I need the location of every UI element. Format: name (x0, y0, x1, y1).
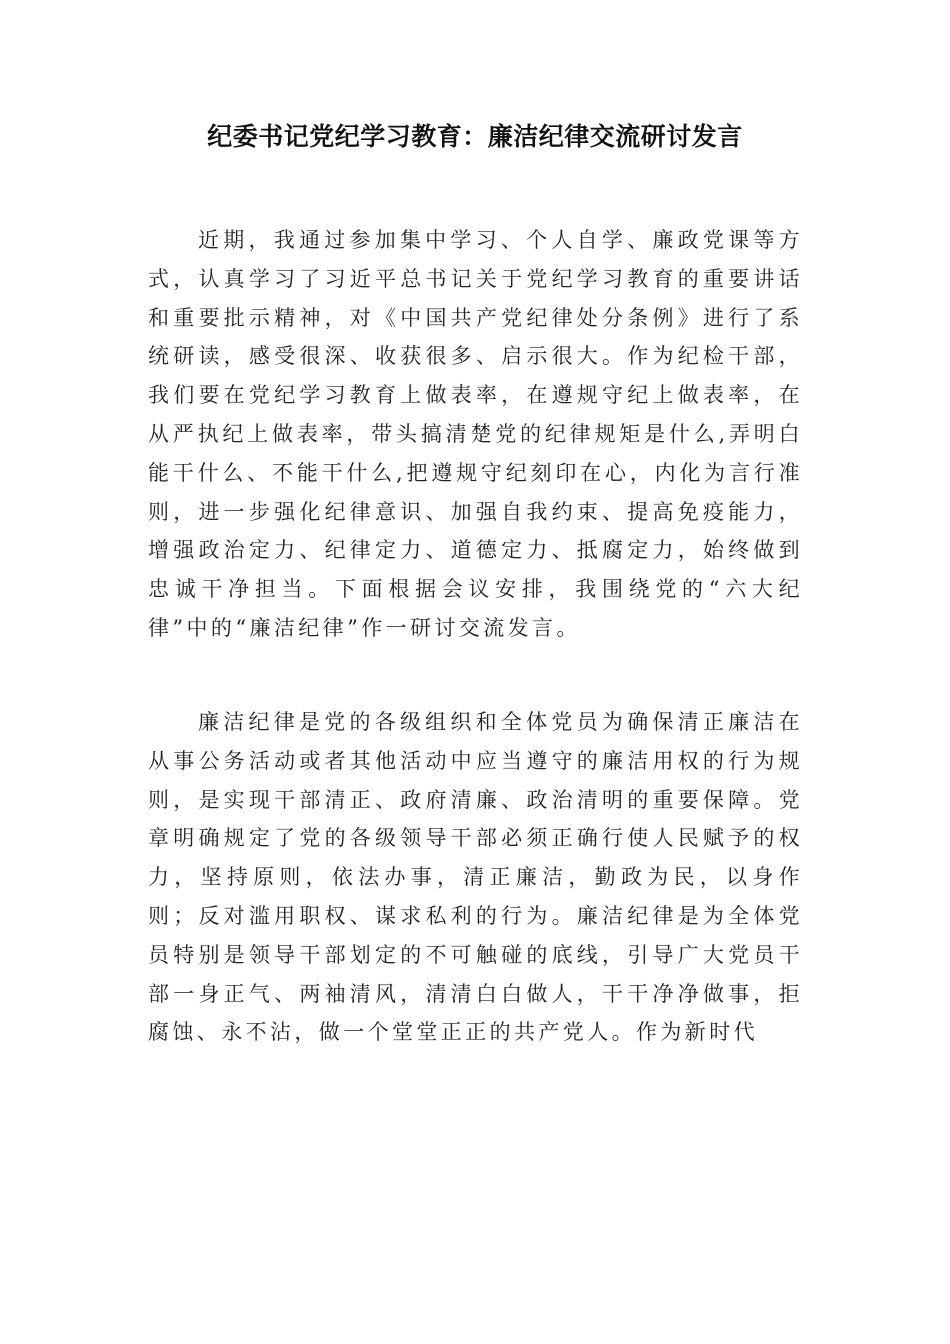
paragraph-intro: 近期，我通过参加集中学习、个人自学、廉政党课等方式，认真学习了习近平总书记关于党纪学习教育的重要讲话和重要批示精神，对《中国共产党纪律处分条例》进行了系统研读，感受很深、收获很多、启示很大。作为纪检干部，我们要在党纪学习教育上做表率，在遵规守纪上做表率，在从严执纪上做表率，带头搞清楚党的纪律规矩是什么,弄明白能干什么、不能干什么,把遵规守纪刻印在心，内化为言行准则，进一步强化纪律意识、加强自我约束、提高免疫能力，增强政治定力、纪律定力、道德定力、抵腐定力，始终做到忠诚干净担当。下面根据会议安排，我围绕党的“六大纪律”中的“廉洁纪律”作一研讨交流发言。 (148, 228, 803, 640)
paragraph-integrity-discipline: 廉洁纪律是党的各级组织和全体党员为确保清正廉洁在从事公务活动或者其他活动中应当遵守的廉洁用权的行为规则，是实现干部清正、政府清廉、政治清明的重要保障。党章明确规定了党的各级领导干部必须正确行使人民赋予的权力，坚持原则，依法办事，清正廉洁，勤政为民，以身作则；反对滥用职权、谋求私利的行为。廉洁纪律是为全体党员特别是领导干部划定的不可触碰的底线，引导广大党员干部一身正气、两袖清风，清清白白做人，干干净净做事，拒腐蚀、永不沾，做一个堂堂正正的共产党人。作为新时代 (148, 710, 803, 1045)
document-title: 纪委书记党纪学习教育：廉洁纪律交流研讨发言 (207, 122, 743, 151)
